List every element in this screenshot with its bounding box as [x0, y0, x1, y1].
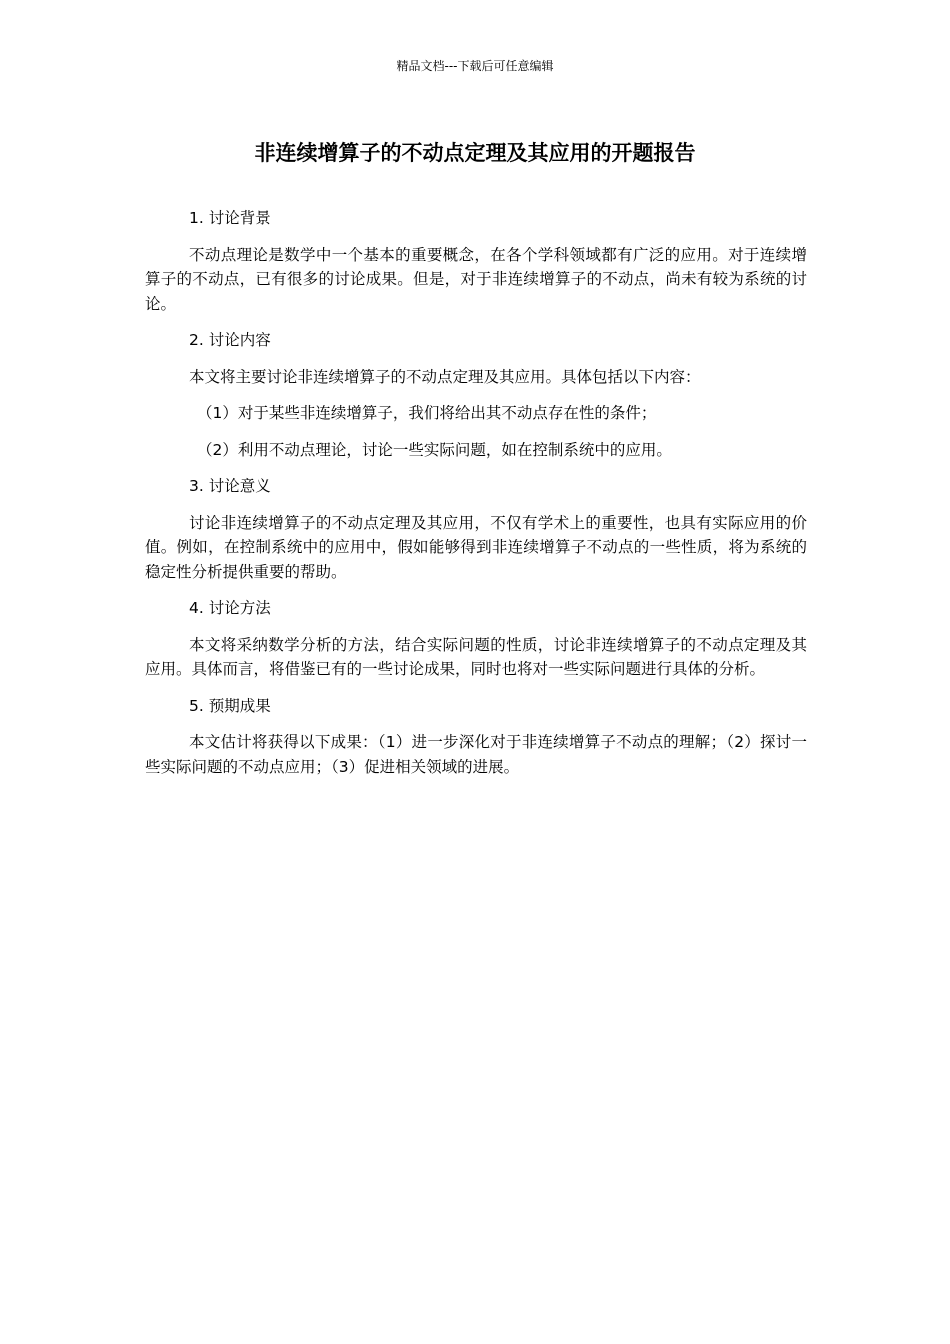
paragraph-content-intro: 本文将主要讨论非连续增算子的不动点定理及其应用。具体包括以下内容： [189, 367, 701, 386]
paragraph-expected-results: 本文估计将获得以下成果：（1）进一步深化对于非连续增算子不动点的理解；（2）探讨一些实际问题的不动点应用；（3）促进相关领域的进展。 [145, 733, 807, 776]
list-item-content-1: （1）对于某些非连续增算子，我们将给出其不动点存在性的条件； [197, 404, 657, 422]
paragraph-significance: 讨论非连续增算子的不动点定理及其应用，不仅有学术上的重要性，也具有实际应用的价值。例如，在控制系统中的应用中，假如能够得到非连续增算子不动点的一些性质，将为系统的稳定性分析提供重要的帮助。 [145, 513, 807, 581]
section-heading-method: 4. 讨论方法 [189, 599, 271, 617]
section-heading-content: 2. 讨论内容 [189, 331, 271, 349]
section-heading-background: 1. 讨论背景 [189, 209, 271, 227]
header-note: 精品文档---下载后可任意编辑 [396, 59, 554, 73]
document-title: 非连续增算子的不动点定理及其应用的开题报告 [254, 141, 696, 165]
paragraph-method: 本文将采纳数学分析的方法，结合实际问题的性质，讨论非连续增算子的不动点定理及其应用。具体而言，将借鉴已有的一些讨论成果，同时也将对一些实际问题进行具体的分析。 [145, 635, 807, 678]
section-heading-significance: 3. 讨论意义 [189, 477, 271, 495]
paragraph-background: 不动点理论是数学中一个基本的重要概念，在各个学科领域都有广泛的应用。对于连续增算子的不动点，已有很多的讨论成果。但是，对于非连续增算子的不动点，尚未有较为系统的讨论。 [145, 245, 807, 313]
section-heading-expected-results: 5. 预期成果 [189, 696, 271, 715]
document-body [145, 206, 807, 791]
list-item-content-2: （2）利用不动点理论，讨论一些实际问题，如在控制系统中的应用。 [197, 440, 672, 459]
